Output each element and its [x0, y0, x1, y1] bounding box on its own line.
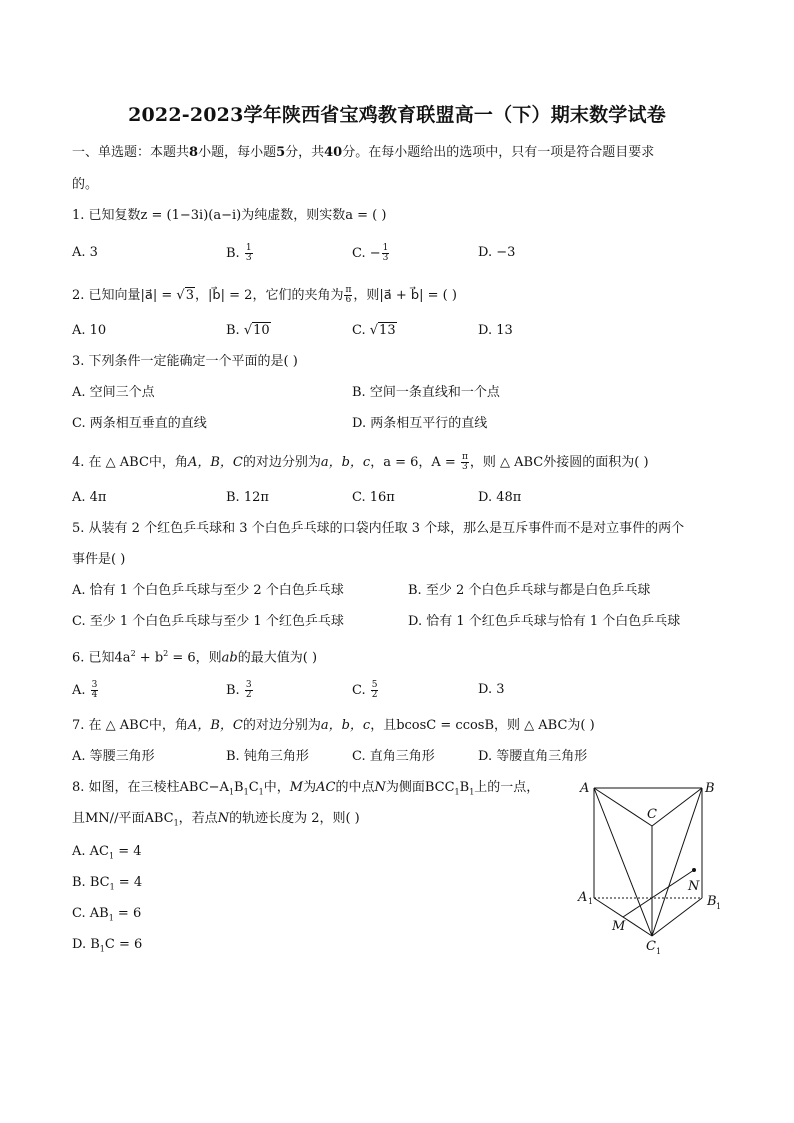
- section-heading: 一、单选题：本题共8小题，每小题5分，共40分。在每小题给出的选项中，只有一项是符合题目要求: [72, 145, 655, 160]
- q8-option-c[interactable]: C. $AB_1 = 6$: [72, 906, 142, 923]
- label-b1-sub: 1: [716, 902, 722, 911]
- label-m: M: [612, 919, 626, 934]
- q2-option-c[interactable]: C. √13: [352, 323, 396, 338]
- edge-ac: [594, 788, 652, 826]
- q1-option-c[interactable]: C. − $\frac{1}{3}$: [352, 243, 389, 263]
- page-title: 2022-2023学年陕西省宝鸡教育联盟高一（下）期末数学试卷: [128, 104, 666, 126]
- label-c1: C: [646, 939, 656, 954]
- q4-option-a[interactable]: A. 4π: [72, 490, 107, 505]
- question-1-stem: 1. 已知复数z = (1−3i)(a−i)为纯虚数，则实数a = ( ): [72, 208, 387, 223]
- points-each: 5: [276, 145, 286, 160]
- q8-option-b[interactable]: B. $BC_1 = 4$: [72, 875, 143, 892]
- label-a: A: [580, 781, 590, 796]
- section-heading-cont: 的。: [72, 177, 99, 192]
- question-3-stem: 3. 下列条件一定能确定一个平面的是( ): [72, 354, 298, 369]
- q6-option-d[interactable]: D. 3: [478, 682, 505, 697]
- q2-option-b[interactable]: B. √10: [226, 323, 270, 338]
- question-7-stem: 7. 在 △ ABC中，角A，B，C的对边分别为a，b，c，且bcosC = ccosB，则 △ ABC为( ): [72, 718, 595, 733]
- q3-option-d[interactable]: D. 两条相互平行的直线: [352, 416, 488, 431]
- q7-option-b[interactable]: B. 钝角三角形: [226, 749, 309, 764]
- label-a1: A: [578, 890, 588, 905]
- q3-option-b[interactable]: B. 空间一条直线和一个点: [352, 385, 500, 400]
- label-c: C: [647, 807, 657, 822]
- q6-option-c[interactable]: C. $\frac{5}{2}$: [352, 680, 378, 700]
- edge-bc1: [652, 788, 702, 936]
- edge-ac1: [594, 788, 652, 936]
- edge-b1c1: [652, 898, 702, 936]
- point-n: [692, 868, 696, 872]
- label-c1-sub: 1: [656, 947, 662, 956]
- question-5-stem: 5. 从装有 2 个红色乒乓球和 3 个白色乒乓球的口袋内任取 3 个球，那么是互斥事件而不是对立事件的两个: [72, 521, 685, 536]
- label-n: N: [688, 879, 700, 894]
- q7-option-c[interactable]: C. 直角三角形: [352, 749, 435, 764]
- question-4-stem: 4. 在 △ ABC中，角A，B，C的对边分别为a，b，c，a = 6，A = $\frac{\pi}{3}$ ，则 △ ABC外接圆的面积为( ): [72, 452, 649, 472]
- q8-option-a[interactable]: A. $AC_1 = 4$: [72, 844, 142, 861]
- label-a1-sub: 1: [588, 897, 594, 906]
- q6-option-b[interactable]: B. $\frac{3}{2}$: [226, 680, 252, 700]
- q3-option-c[interactable]: C. 两条相互垂直的直线: [72, 416, 207, 431]
- question-8-stem-cont: 且MN//平面$ABC_1$，若点N的轨迹长度为 2，则( ): [72, 811, 360, 828]
- question-count: 8: [189, 145, 199, 160]
- question-2-stem: 2. 已知向量|a⃗| = √3，|b⃗| = 2，它们的夹角为 $\frac{\pi}{6}$ ，则|a⃗ + b⃗| = ( ): [72, 285, 457, 305]
- edge-cb: [652, 788, 702, 826]
- q1-option-a[interactable]: A. 3: [72, 245, 98, 260]
- q7-option-d[interactable]: D. 等腰直角三角形: [478, 749, 588, 764]
- q7-option-a[interactable]: A. 等腰三角形: [72, 749, 155, 764]
- q4-option-b[interactable]: B. 12π: [226, 490, 269, 505]
- q4-option-c[interactable]: C. 16π: [352, 490, 395, 505]
- points-total: 40: [324, 145, 343, 160]
- q5-option-a[interactable]: A. 恰有 1 个白色乒乓球与至少 2 个白色乒乓球: [72, 583, 344, 598]
- q5-option-b[interactable]: B. 至少 2 个白色乒乓球与都是白色乒乓球: [408, 583, 651, 598]
- q2-option-a[interactable]: A. 10: [72, 323, 107, 338]
- q1-option-d[interactable]: D. −3: [478, 245, 516, 260]
- segment-mn: [623, 870, 694, 917]
- q3-option-a[interactable]: A. 空间三个点: [72, 385, 155, 400]
- label-b1: B: [707, 894, 717, 909]
- q4-option-d[interactable]: D. 48π: [478, 490, 522, 505]
- question-5-stem-cont: 事件是( ): [72, 552, 126, 567]
- q5-option-d[interactable]: D. 恰有 1 个红色乒乓球与恰有 1 个白色乒乓球: [408, 614, 681, 629]
- question-8-stem: 8. 如图，在三棱柱$ABC-A_1B_1C_1$中，M为AC的中点N为侧面$BCC_1B_1$上的一点，: [72, 780, 540, 797]
- q1-option-b[interactable]: B. $\frac{1}{3}$: [226, 243, 252, 263]
- q2-option-d[interactable]: D. 13: [478, 323, 513, 338]
- prism-figure: [570, 772, 730, 962]
- question-6-stem: 6. 已知$4a^2 + b^2 = 6$，则ab的最大值为( ): [72, 649, 318, 666]
- q6-option-a[interactable]: A. $\frac{3}{4}$: [72, 680, 98, 700]
- q8-option-d[interactable]: D. $B_1C = 6$: [72, 937, 143, 954]
- label-b: B: [705, 781, 715, 796]
- q5-option-c[interactable]: C. 至少 1 个白色乒乓球与至少 1 个红色乒乓球: [72, 614, 344, 629]
